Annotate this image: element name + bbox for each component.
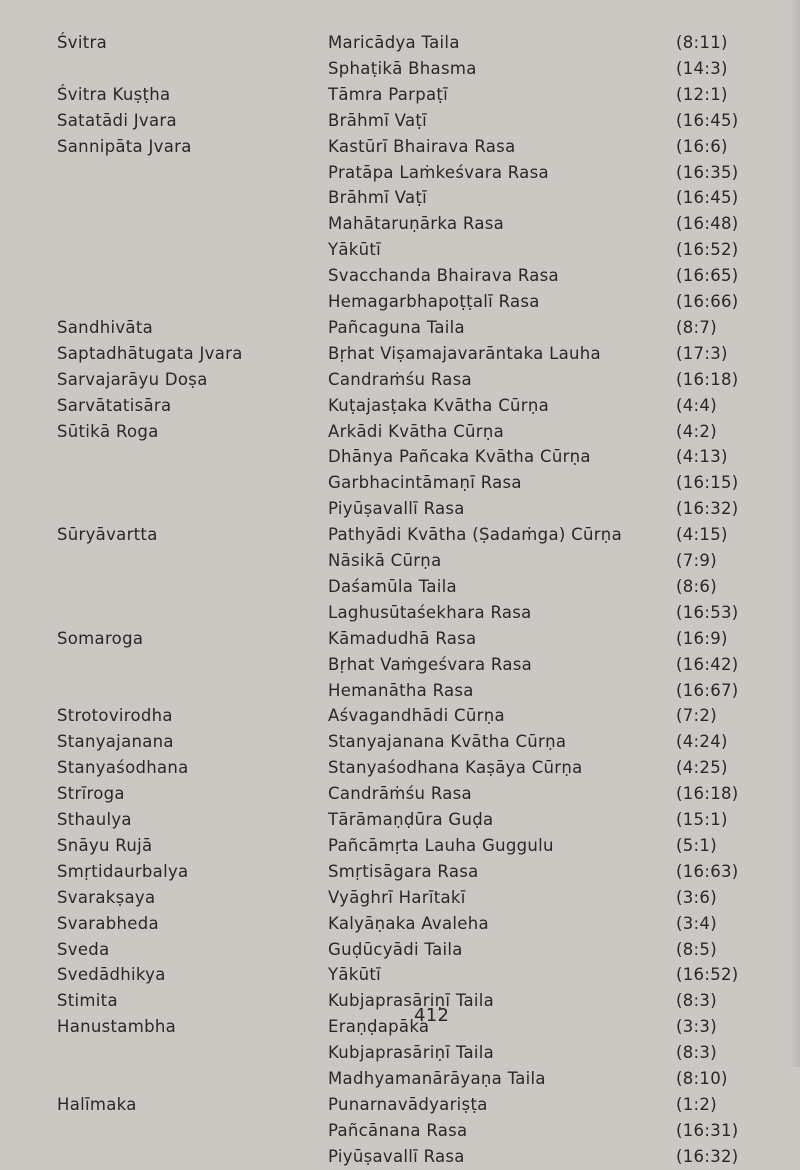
remedy-cell: Hemagarbhapoṭṭalī Rasa	[328, 292, 540, 311]
remedy-cell: Yākūtī	[328, 240, 382, 260]
remedy-cell: Bṛhat Vaṁgeśvara Rasa	[328, 654, 533, 674]
table-row	[0, 678, 800, 704]
table-row	[0, 755, 800, 781]
remedy-cell: Hemanātha Rasa	[328, 680, 474, 700]
remedy-cell: Arkādi Kvātha Cūrṇa	[328, 421, 505, 441]
remedy-cell: Daśamūla Taila	[328, 576, 457, 596]
condition-cell: Stanyaśodhana	[57, 758, 189, 778]
reference-cell: (8:7)	[676, 317, 717, 337]
remedy-cell: Mahātaruṇārka Rasa	[328, 214, 505, 234]
remedy-cell: Piyūṣavallī Rasa	[328, 499, 465, 519]
table-row	[0, 729, 800, 755]
remedy-cell: Kastūrī Bhairava Rasa	[328, 136, 516, 156]
remedy-cell: Aśvagandhādi Cūrṇa	[328, 706, 505, 726]
remedy-cell: Sphaṭikā Bhasma	[328, 58, 477, 78]
condition-cell: Somaroga	[57, 628, 144, 648]
table-row	[0, 56, 800, 82]
reference-cell: (16:52)	[676, 965, 739, 985]
remedy-cell: Smṛtisāgara Rasa	[328, 861, 479, 881]
table-row	[0, 134, 800, 160]
reference-cell: (12:1)	[676, 84, 728, 104]
condition-cell: Satatādi Jvara	[57, 110, 177, 130]
reference-cell: (16:52)	[676, 240, 739, 260]
remedy-cell: Vyāghrī Harītakī	[328, 887, 466, 907]
table-row	[0, 859, 800, 885]
condition-cell: Saptadhātugata Jvara	[57, 343, 243, 363]
condition-cell: Svarakṣaya	[57, 887, 156, 907]
remedy-cell: Garbhacintāmaṇī Rasa	[328, 473, 522, 493]
condition-cell: Sannipāta Jvara	[57, 136, 192, 156]
reference-cell: (8:3)	[676, 1043, 717, 1063]
remedy-cell: Svacchanda Bhairava Rasa	[328, 266, 559, 286]
condition-cell: Sarvātatisāra	[57, 395, 172, 415]
table-row	[0, 626, 800, 652]
reference-cell: (8:10)	[676, 1069, 728, 1088]
remedy-cell: Pratāpa Laṁkeśvara Rasa	[328, 162, 549, 182]
reference-cell: (16:45)	[676, 188, 739, 208]
table-row	[0, 833, 800, 859]
remedy-cell: Maricādya Taila	[328, 33, 460, 52]
condition-cell: Sandhivāta	[57, 317, 154, 337]
remedy-cell: Bṛhat Viṣamajavarāntaka Lauha	[328, 343, 601, 363]
remedy-cell: Piyūṣavallī Rasa	[328, 1146, 465, 1166]
reference-cell: (16:67)	[676, 680, 739, 700]
condition-cell: Sveda	[57, 939, 110, 959]
condition-cell: Stimita	[57, 991, 118, 1011]
reference-cell: (16:18)	[676, 369, 739, 389]
table-row	[0, 548, 800, 574]
remedy-cell: Nāsikā Cūrṇa	[328, 551, 442, 570]
table-row	[0, 962, 800, 988]
table-row	[0, 1118, 800, 1144]
remedy-cell: Punarnavādyariṣṭa	[328, 1094, 488, 1114]
table-row	[0, 289, 800, 315]
reference-cell: (7:2)	[676, 706, 717, 726]
remedy-cell: Guḍūcyādi Taila	[328, 939, 463, 959]
remedy-cell: Kubjaprasāriṇī Taila	[328, 991, 495, 1011]
reference-cell: (4:2)	[676, 421, 717, 441]
condition-cell: Halīmaka	[57, 1094, 137, 1114]
table-row	[0, 522, 800, 548]
reference-cell: (7:9)	[676, 551, 717, 570]
reference-cell: (8:11)	[676, 33, 728, 52]
reference-cell: (4:15)	[676, 525, 728, 545]
remedy-cell: Laghusūtaśekhara Rasa	[328, 602, 532, 622]
reference-cell: (8:5)	[676, 939, 717, 959]
reference-cell: (3:6)	[676, 887, 717, 907]
table-row	[0, 30, 800, 56]
reference-cell: (14:3)	[676, 58, 728, 78]
reference-cell: (4:25)	[676, 758, 728, 778]
table-row	[0, 1092, 800, 1118]
reference-cell: (16:42)	[676, 654, 739, 674]
table-row	[0, 496, 800, 522]
condition-cell: Strīroga	[57, 784, 125, 804]
reference-cell: (8:6)	[676, 576, 717, 596]
condition-cell: Snāyu Rujā	[57, 835, 153, 855]
remedy-cell: Eraṇḍapāka	[328, 1017, 430, 1037]
table-row	[0, 1014, 800, 1040]
reference-cell: (4:24)	[676, 732, 728, 752]
condition-cell: Strotovirodha	[57, 706, 173, 726]
remedy-cell: Kāmadudhā Rasa	[328, 628, 477, 648]
remedy-cell: Stanyaśodhana Kaṣāya Cūrṇa	[328, 758, 583, 778]
reference-cell: (16:65)	[676, 266, 739, 286]
remedy-cell: Dhānya Pañcaka Kvātha Cūrṇa	[328, 447, 591, 467]
remedy-cell: Pañcānana Rasa	[328, 1120, 468, 1140]
table-row	[0, 574, 800, 600]
remedy-cell: Kubjaprasāriṇī Taila	[328, 1043, 495, 1063]
condition-cell: Śvitra	[57, 33, 107, 52]
reference-cell: (16:45)	[676, 110, 739, 130]
condition-cell: Smṛtidaurbalya	[57, 861, 189, 881]
condition-cell: Hanustambha	[57, 1017, 177, 1037]
remedy-cell: Yākūtī	[328, 965, 382, 985]
table-row	[0, 703, 800, 729]
remedy-cell: Pañcaguna Taila	[328, 317, 465, 337]
remedy-cell: Pañcāmṛta Lauha Guggulu	[328, 835, 554, 855]
condition-cell: Stanyajanana	[57, 732, 174, 752]
reference-cell: (16:6)	[676, 136, 728, 156]
condition-cell: Svedādhikya	[57, 965, 166, 985]
table-row	[0, 1040, 800, 1066]
table-row	[0, 1066, 800, 1092]
table-row	[0, 652, 800, 678]
table-row	[0, 341, 800, 367]
reference-cell: (16:32)	[676, 1146, 739, 1166]
table-row	[0, 211, 800, 237]
condition-cell: Sarvajarāyu Doṣa	[57, 369, 208, 389]
reference-cell: (3:3)	[676, 1017, 717, 1037]
reference-cell: (17:3)	[676, 343, 728, 363]
reference-cell: (15:1)	[676, 810, 728, 829]
table-row	[0, 237, 800, 263]
reference-cell: (16:32)	[676, 499, 739, 519]
condition-cell: Sthaulya	[57, 810, 132, 829]
reference-cell: (16:9)	[676, 628, 728, 648]
table-row	[0, 82, 800, 108]
remedy-cell: Candrāṁśu Rasa	[328, 784, 472, 804]
condition-cell: Svarabheda	[57, 913, 159, 933]
reference-cell: (16:15)	[676, 473, 739, 493]
reference-cell: (16:66)	[676, 292, 739, 311]
table-row	[0, 185, 800, 211]
table-row	[0, 885, 800, 911]
table-row	[0, 419, 800, 445]
reference-cell: (16:48)	[676, 214, 739, 234]
remedy-cell: Candraṁśu Rasa	[328, 369, 472, 389]
reference-cell: (1:2)	[676, 1094, 717, 1114]
table-row	[0, 108, 800, 134]
reference-cell: (16:63)	[676, 861, 739, 881]
table-row	[0, 911, 800, 937]
remedy-cell: Tāmra Parpaṭī	[328, 84, 449, 104]
table-row	[0, 315, 800, 341]
reference-cell: (16:35)	[676, 162, 739, 182]
table-row	[0, 160, 800, 186]
reference-cell: (16:18)	[676, 784, 739, 804]
table-row	[0, 444, 800, 470]
remedy-cell: Tārāmaṇḍūra Guḍa	[328, 810, 494, 829]
page-edge-shadow	[790, 0, 800, 1067]
table-row	[0, 393, 800, 419]
reference-cell: (16:31)	[676, 1120, 739, 1140]
remedy-cell: Kuṭajasṭaka Kvātha Cūrṇa	[328, 395, 550, 415]
reference-cell: (5:1)	[676, 835, 717, 855]
table-row	[0, 937, 800, 963]
condition-cell: Sūtikā Roga	[57, 421, 159, 441]
reference-cell: (4:4)	[676, 395, 717, 415]
remedy-cell: Kalyāṇaka Avaleha	[328, 913, 489, 933]
table-row	[0, 1144, 800, 1170]
table-row	[0, 600, 800, 626]
remedy-cell: Brāhmī Vaṭī	[328, 110, 428, 130]
condition-cell: Sūryāvartta	[57, 525, 158, 545]
page-number: 412	[414, 1005, 450, 1026]
table-row	[0, 263, 800, 289]
table-row	[0, 470, 800, 496]
reference-cell: (4:13)	[676, 447, 728, 467]
table-row	[0, 367, 800, 393]
table-row	[0, 988, 800, 1014]
remedy-cell: Brāhmī Vaṭī	[328, 188, 428, 208]
remedy-cell: Pathyādi Kvātha (Ṣadaṁga) Cūrṇa	[328, 525, 622, 545]
reference-cell: (8:3)	[676, 991, 717, 1011]
reference-cell: (16:53)	[676, 602, 739, 622]
reference-cell: (3:4)	[676, 913, 717, 933]
condition-cell: Śvitra Kuṣṭha	[57, 84, 171, 104]
remedy-cell: Madhyamanārāyaṇa Taila	[328, 1069, 546, 1088]
table-row	[0, 781, 800, 807]
table-row	[0, 807, 800, 833]
remedy-cell: Stanyajanana Kvātha Cūrṇa	[328, 732, 567, 752]
